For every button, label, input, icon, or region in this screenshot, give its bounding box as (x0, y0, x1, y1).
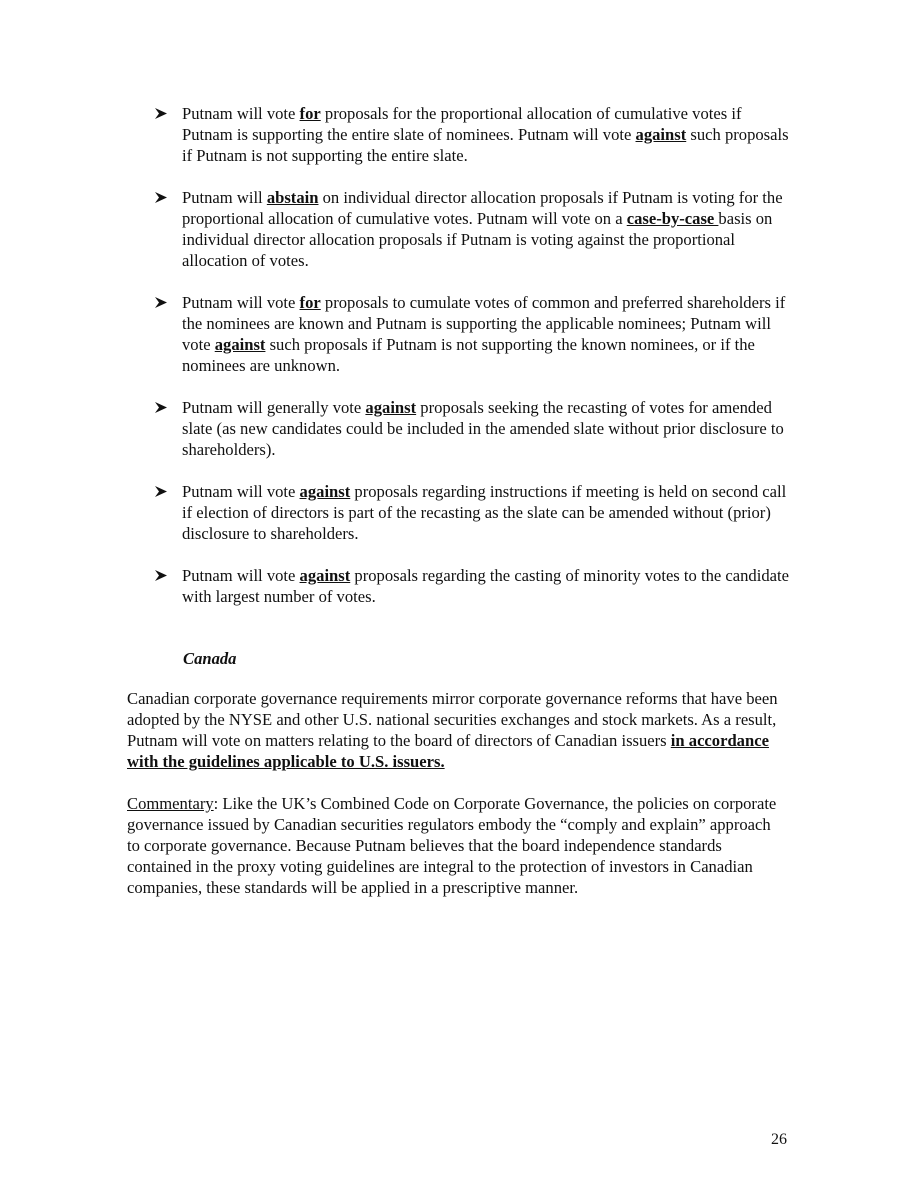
bullet-text: Putnam will (182, 188, 267, 207)
arrow-bullet-icon (155, 103, 167, 119)
vote-keyword: abstain (266, 188, 319, 207)
bullet-item (155, 187, 795, 271)
bullet-item (155, 292, 795, 376)
vote-keyword: against (365, 398, 417, 417)
canada-paragraph (127, 688, 787, 772)
vote-keyword: for (299, 293, 321, 312)
bullet-item (155, 565, 795, 607)
commentary-paragraph (127, 793, 787, 898)
arrow-bullet-icon (155, 481, 167, 497)
paragraph-text: Canadian corporate governance requirements mirror corporate governance reforms that have been adopted by the NYSE and other U.S. national securities exchanges and stock markets. As a result, Putnam will vote on matters relating to the board of directors of Canadian issuers (127, 689, 778, 750)
vote-keyword: against (635, 125, 687, 144)
arrow-bullet-icon (155, 292, 167, 308)
bullet-text: Putnam will vote (182, 482, 300, 501)
arrow-bullet-icon (155, 187, 167, 203)
vote-keyword: against (299, 566, 351, 585)
bullet-text: basis on individual director allocation proposals if Putnam is voting against the proportional allocation of votes. (182, 209, 773, 270)
bullet-text: proposals seeking the recasting of votes for amended slate (as new candidates could be included in the amended slate without prior disclosure to shareholders). (182, 398, 784, 459)
arrow-bullet-icon (155, 565, 167, 581)
vote-keyword: for (299, 104, 321, 123)
bullet-text: Putnam will vote (182, 566, 300, 585)
bullet-text: such proposals if Putnam is not supporting the entire slate. (182, 125, 789, 165)
bullet-text: such proposals if Putnam is not supporting the known nominees, or if the nominees are unknown. (182, 335, 755, 375)
bullet-item (155, 397, 795, 460)
commentary-text: Like the UK’s Combined Code on Corporate Governance, the policies on corporate governance issued by Canadian securities regulators embody the “comply and explain” approach to corporate governance. Because Putnam believes that the board independence standards contained in the proxy voting guidelines are integral to the protection of investors in Canadian companies, these standards will be applied in a prescriptive manner. (127, 794, 777, 897)
bullet-text: proposals regarding instructions if meeting is held on second call if election of directors is part of the recasting as the slate can be amended without (prior) disclosure to shareholders. (182, 482, 787, 543)
vote-keyword: against (214, 335, 266, 354)
page-number: 26 (771, 1131, 787, 1148)
bullet-text: Putnam will generally vote (182, 398, 366, 417)
bullet-text: proposals to cumulate votes of common and preferred shareholders if the nominees are known and Putnam is supporting the applicable nominees; Putnam will vote (182, 293, 786, 354)
bullet-item (155, 481, 795, 544)
bullet-list (155, 103, 795, 628)
section-heading: Canada (183, 649, 237, 668)
bullet-item (155, 103, 795, 166)
vote-keyword: against (299, 482, 351, 501)
vote-keyword: case-by-case (626, 209, 719, 228)
emphasis-text: in accordance with the guidelines applicable to U.S. issuers. (127, 731, 769, 771)
bullet-text: Putnam will vote (182, 293, 300, 312)
bullet-text: proposals regarding the casting of minority votes to the candidate with largest number of votes. (182, 566, 789, 606)
commentary-separator: : (213, 794, 223, 813)
bullet-text: proposals for the proportional allocation of cumulative votes if Putnam is supporting the entire slate of nominees. Putnam will vote (182, 104, 742, 144)
commentary-label: Commentary (127, 794, 214, 813)
arrow-bullet-icon (155, 397, 167, 413)
bullet-text: Putnam will vote (182, 104, 300, 123)
bullet-text: on individual director allocation proposals if Putnam is voting for the proportional allocation of cumulative votes. Putnam will vote on a (182, 188, 783, 228)
